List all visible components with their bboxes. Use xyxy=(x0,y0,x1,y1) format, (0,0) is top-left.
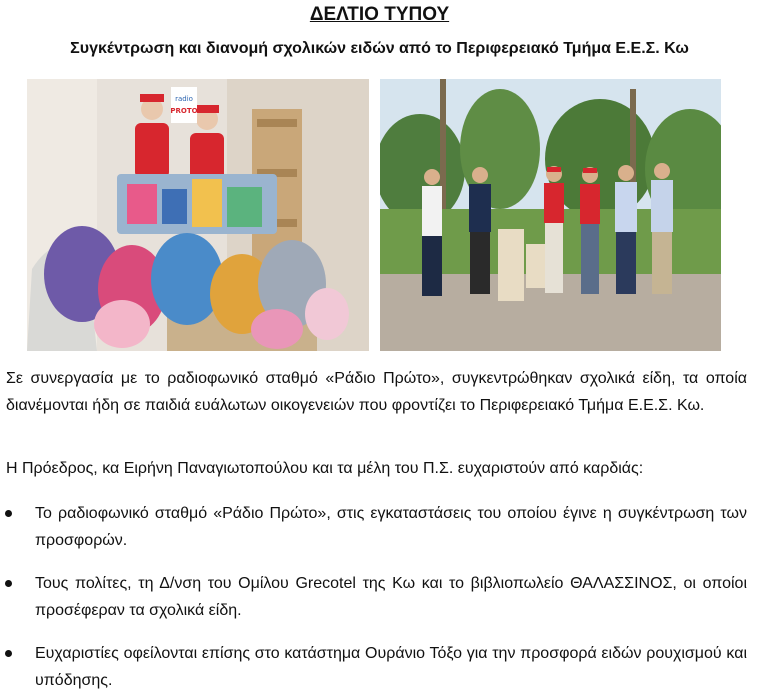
thanks-paragraph: Η Πρόεδρος, κα Ειρήνη Παναγιωτοπούλου και τα μέλη του Π.Σ. ευχαριστούν από καρδιάς: xyxy=(6,460,644,477)
list-item xyxy=(35,500,747,554)
list-item-text: Ευχαριστίες οφείλονται επίσης στο κατάστημα Ουράνιο Τόξο για την προσφορά ειδών ρουχισμού και υπόδησης. xyxy=(35,645,747,689)
list-item-text: Το ραδιοφωνικό σταθμό «Ράδιο Πρώτο», στις εγκαταστάσεις του οποίου έγινε η συγκέντρωση των προσφορών. xyxy=(35,505,747,549)
svg-text:PROTO: PROTO xyxy=(170,107,198,115)
list-item xyxy=(35,640,747,694)
press-release-subtitle: Συγκέντρωση και διανομή σχολικών ειδών από το Περιφερειακό Τμήμα Ε.Ε.Σ. Κω xyxy=(70,40,689,57)
bullet-icon xyxy=(5,510,12,517)
radio-proto-logo xyxy=(170,87,197,123)
bullet-icon xyxy=(5,650,12,657)
photo-school-supplies xyxy=(27,79,369,351)
photo-group-with-boxes xyxy=(380,79,721,351)
bullet-icon xyxy=(5,580,12,587)
intro-paragraph: Σε συνεργασία με το ραδιοφωνικό σταθμό «Ράδιο Πρώτο», συγκεντρώθηκαν σχολικά είδη, τα οποία διανέμονται ήδη σε παιδιά ευάλωτων οικογενειών που φροντίζει το Περιφερειακό Τμήμα Ε.Ε.Σ. Κω. xyxy=(6,370,747,414)
svg-text:radio: radio xyxy=(175,95,193,103)
press-release-title: ΔΕΛΤΙΟ ΤΥΠΟΥ xyxy=(309,4,450,25)
list-item-text: Τους πολίτες, τη Δ/νση του Ομίλου Grecotel της Κω και το βιβλιοπωλείο ΘΑΛΑΣΣΙΝΟΣ, οι οποίοι προσέφεραν τα σχολικά είδη. xyxy=(35,575,747,619)
list-item xyxy=(35,570,747,624)
